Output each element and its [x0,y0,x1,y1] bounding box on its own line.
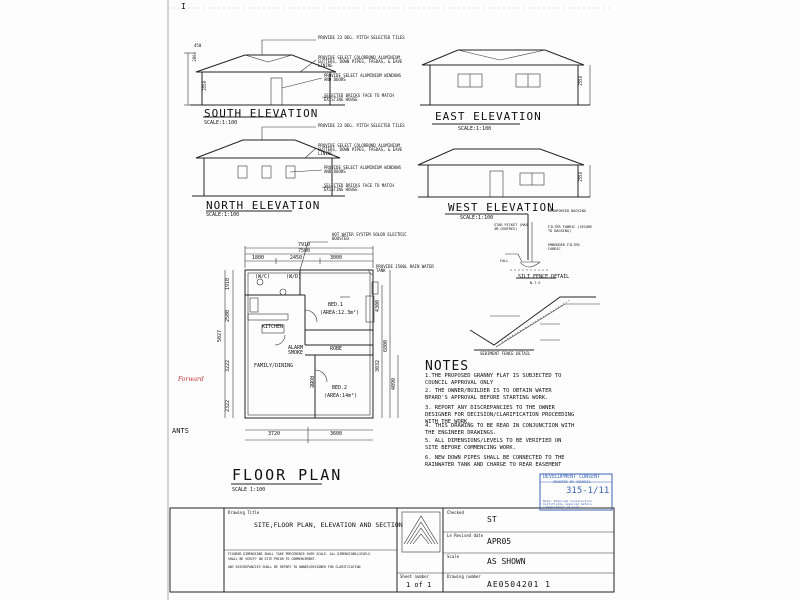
fine-print-1: FIGURED DIMENSIONS SHALL TAKE PRECEDENCE OVER SCALE. ALL DIMENSIONS/LEVELS [228,552,371,556]
room-bed2-area: (AREA:14m²) [324,393,358,399]
room-kitchen: KITCHEN [262,324,284,330]
south-elevation-scale: SCALE:1:100 [204,120,238,126]
dim-top-7500: 7500 [298,248,311,254]
sheet-label: Sheet number [400,574,429,579]
drawing-title-label: Drawing Title [228,510,260,515]
silt-label-fall: FALL [500,259,509,263]
dim-right-6800: 6800 [383,340,389,353]
note-item-4: 4. THIS DRAWING TO BE READ IN CONJUNCTION WITH THE ENGINEER DRAWINGS. [425,423,575,436]
room-robe-2: ROBE [308,376,314,389]
stamp-subtitle: GRANTED BY COUNCIL [553,480,591,484]
drawing-number-label: Drawing number [447,574,481,579]
east-elevation-scale: SCALE:1:100 [458,126,492,132]
drawing-title: SITE,FLOOR PLAN, ELEVATION AND SECTION [254,521,403,529]
notes-heading: NOTES [425,359,470,374]
floor-plan-drawing [225,242,398,484]
dim-left-2322: 2322 [225,400,231,413]
stamp-number: 315-1/11 [566,486,610,496]
room-bed1: BED.1 [328,302,344,308]
scale-value: AS SHOWN [487,557,526,566]
south-dim-450: 450 [194,43,202,48]
note-item-5: 5. ALL DIMENSIONS/LEVELS TO BE VERIFIED ON SITE BEFORE COMMENCING WORK. [425,438,562,451]
sheet-value: 1 of 1 [406,581,432,589]
hot-water-note: HOT WATER SYSTEM SOLOR ELECTRIC BOOSTED [332,232,407,241]
cut-off-text: ANTS [172,427,189,435]
dim-right-4090: 4090 [391,378,397,391]
floor-plan-scale: SCALE 1:100 [232,487,266,493]
sediment-fence-drawing [470,297,600,350]
floor-plan-title: FLOOR PLAN [232,466,343,484]
dim-bottom-3600: 3600 [330,431,343,437]
dim-left-3222: 3222 [225,360,231,373]
note-item-3: 3. REPORT ANY DISCREPANCIES TO THE OWNER DESIGNER FOR DECISION/CLARIFICATION PROCEEDING WITH THE WORK. [425,405,575,425]
south-elevation-title: SOUTH ELEVATION [204,107,319,120]
silt-label-backing: REINFORCED BACKING [548,209,586,213]
east-dim-2550: 2550 [578,76,583,86]
west-dim-2550: 2550 [578,172,583,182]
silt-fence-title: SILT FENCE DETAIL [518,274,570,280]
stamp-note: Note: Endorsed Construction Certificate required before commencement of work [543,499,592,509]
note-item-6: 6. NEW DOWN PIPES SHALL BE CONNECTED TO THE RAINWATER TANK AND CHARGE TO REAR EASEMENT [425,455,565,468]
top-left-mark: I [181,2,186,11]
dim-right-4300: 4300 [375,300,381,313]
handwritten-side-label: Forward [178,376,204,383]
north-note-tiles: PROVIDE 23 DEG. PITCH SELECTED TILES [318,123,405,128]
scale-label: Scale [447,554,460,559]
north-elevation-scale: SCALE:1:100 [206,212,240,218]
dim-left-5027: 5027 [217,330,223,343]
north-note-windows: PROVIDE SELECT ALUMINIUM WINDOWS AND DOORS [324,165,402,174]
south-note-windows: PROVIDE SELECT ALUMINIUM WINDOWS AND DOORS [324,73,402,82]
room-bed2: BED.2 [332,385,348,391]
note-item-2: 2. THE OWNER/BUILDER IS TO OBTAIN WATER BPARD'S APPROVAL BEFORE STARTING WORK. [425,388,552,401]
room-wd: (W/D) [286,274,302,280]
dim-left-1910: 1910 [225,278,231,291]
dim-left-2500: 2500 [225,310,231,323]
fine-print-3: ANY DISCREPANCIES SHALL BE REPORT TO OWNER/DESIGNER FOR CLARIFICATION [228,565,361,569]
south-elevation-drawing [184,40,345,120]
north-note-bricks: SELECTED BRICKS FACE TO MATCH EXISTING HOUSE [324,183,394,192]
north-elevation-title: NORTH ELEVATION [206,199,321,212]
south-note-bricks: SELECTED BRICKS FACE TO MATCH EXISTING HOUSE [324,93,394,102]
south-note-gutters: PROVIDE SELECT COLORBOND ALUMINIUM GUTTERS, DOWN PIPES, FASDAS, & EAVE LINING [318,55,403,68]
stamp-title: DEVELOPMENT CONSENT [543,474,601,480]
room-family-dining: FAMILY/DINING [254,363,294,369]
south-dim-2550: 2550 [202,81,207,91]
west-elevation-scale: SCALE:1:100 [460,215,494,221]
checked-value: ST [487,515,497,524]
dim-top-2450: 2450 [290,255,303,261]
east-elevation-title: EAST ELEVATION [435,110,542,123]
silt-label-embedded: EMBEDDED FILTER FABRIC [548,243,580,251]
silt-label-fabric: FILTER FABRIC (SECURE TO BACKING) [548,225,593,233]
room-bed1-area: (AREA:12.3m²) [320,310,360,316]
revised-label: Le Revised date [447,533,484,538]
rain-tank-note: PROVIDE 1500L RAIN WATER TANK [376,264,434,273]
room-wc: (W/C) [255,274,271,280]
dim-top-1800: 1800 [252,255,265,261]
dim-right-3032: 3032 [375,360,381,373]
note-item-1: 1.THE PROPOSED GRANNY FLAT IS SUBJECTED TO COUNCIL APPROVAL ONLY [425,373,562,386]
fine-print-2: SHALL BE VERIFY ON SITE PRIOR TO COMMENCEMENT. [228,557,317,561]
silt-label-picket: STAR PICKET (MAX 3M CENTRES) [494,223,528,231]
north-note-gutters: PROVIDE SELECT COLORBOND ALUMINIUM GUTTERS, DOWN PIPES, FASDAS, & EAVE LINING [318,143,403,156]
room-alarm-smoke: ALARM SMOKE [288,345,304,356]
checked-label: Checked [447,510,464,515]
west-elevation-title: WEST ELEVATION [448,201,555,214]
dim-top-7910: 7910 [298,242,311,248]
dim-top-3000: 3000 [330,255,343,261]
dim-bottom-3720: 3720 [268,431,281,437]
south-dim-2800: 2800 [192,52,197,62]
drawing-number-value: AE0504201 1 [487,580,551,589]
revised-value: APR05 [487,537,512,546]
room-robe: ROBE [330,346,343,352]
south-note-tiles: PROVIDE 23 DEG. PITCH SELECTED TILES [318,35,405,40]
sediment-fence-title: SEDIMENT FENCE DETAIL [480,351,531,356]
silt-fence-scale: N.T.S [530,281,541,285]
